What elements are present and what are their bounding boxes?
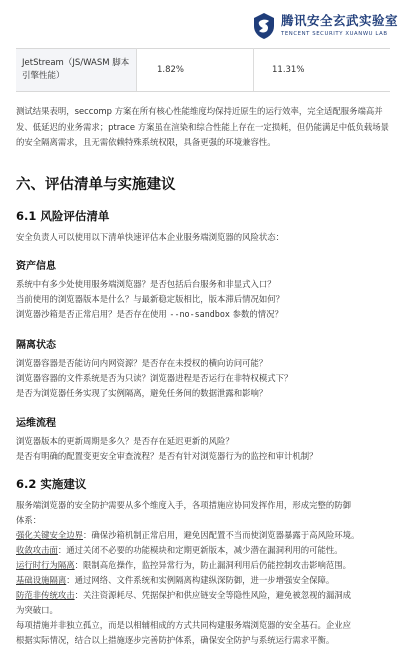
item-label: 收敛攻击面 (16, 545, 58, 555)
asset-info-list (16, 277, 396, 322)
list-item: 是否为浏览器任务实现了实例隔离，避免任务间的数据泄露和影响？ (16, 388, 268, 398)
list-item: 浏览器容器是否能访问内网资源？是否存在未授权的横向访问可能？ (16, 358, 268, 368)
lab-logo (253, 12, 398, 40)
implementation-list (16, 498, 396, 648)
item-label: 运行时行为隔离 (16, 560, 75, 570)
item-label: 防范非传统攻击 (16, 590, 75, 600)
list-item: 浏览器版本的更新周期是多久？是否存在延迟更新的风险？ (16, 436, 234, 446)
section-6-2-title: 6.2 实施建议 (16, 477, 87, 491)
list-item: 当前使用的浏览器版本是什么？与最新稳定版相比，版本滞后情况如何？ (16, 294, 284, 304)
list-item: 根据实际情况，结合以上措施逐步完善防护体系，确保安全防护与系统运行需求平衡。 (16, 635, 335, 645)
list-item: 浏览器容器的文件系统是否为只读？浏览器进程是否运行在非特权模式下？ (16, 373, 293, 383)
logo-english-name: TENCENT SECURITY XUANWU LAB (280, 31, 388, 37)
item-text: ：关注资源耗尽、凭据保护和供应链安全等隐性风险，避免被忽视的漏洞成 (74, 590, 351, 600)
performance-table (16, 48, 390, 92)
ops-heading: 运维流程 (16, 418, 56, 429)
list-item: 每项措施并非独立孤立，而是以相辅相成的方式共同构建服务端浏览器的安全基石。企业应 (16, 620, 351, 630)
item-label: 基础设施隔离 (16, 575, 67, 585)
list-item-text: 浏览器沙箱是否正常启用？是否存在使用 (16, 309, 170, 319)
table-row (16, 49, 390, 92)
isolation-heading: 隔离状态 (16, 340, 56, 351)
asset-info-heading: 资产信息 (16, 261, 56, 272)
list-item (16, 573, 396, 588)
list-item-text: 参数的情况？ (229, 309, 283, 319)
list-item: 系统中有多少处使用服务端浏览器？是否包括后台服务和非显式入口？ (16, 279, 276, 289)
section-6-title: 六、评估清单与实施建议 (16, 177, 176, 193)
ops-list (16, 434, 396, 464)
list-item: 服务端浏览器的安全防护需要从多个维度入手，各项措施应协同发挥作用，形成完整的防御 (16, 500, 351, 510)
list-item (16, 307, 396, 322)
isolation-list (16, 356, 396, 401)
item-text: ：通过网络、文件系统和实例隔离构建纵深防御，进一步增强安全保障。 (66, 575, 335, 585)
table-cell-benchmark: JetStream（JS/WASM 脚本引擎性能） (16, 49, 137, 92)
item-text: ：确保沙箱机制正常启用，避免因配置不当而使浏览器暴露于高风险环境。 (83, 530, 360, 540)
list-item (16, 588, 396, 603)
list-item: 是否有明确的配置变更安全审查流程？是否有针对浏览器行为的监控和审计机制？ (16, 451, 318, 461)
intro-paragraph: 测试结果表明，seccomp 方案在所有核心性能维度均保持近原生的运行效率，完全适配服务端高并发、低延迟的业务需求；ptrace 方案虽在渲染和综合性能上存在一定损耗，但仍能满足中低负载场景的安全隔离需求，且无需依赖特殊系统权限，具备更强的环境兼容性。 (16, 106, 389, 147)
item-label: 强化关键安全边界 (16, 530, 83, 540)
table-cell-value-1: 1.82% (137, 49, 254, 92)
lab-logo-icon (253, 12, 275, 40)
item-text: ：限制高危操作，监控异常行为，防止漏洞利用后仍能控制攻击影响范围。 (74, 560, 351, 570)
section-6-1-intro: 安全负责人可以使用以下清单快速评估本企业服务端浏览器的风险状态： (16, 232, 284, 242)
table-cell-value-2: 11.31% (254, 49, 391, 92)
list-item (16, 558, 396, 573)
logo-chinese-name: 腾讯安全玄武实验室 (280, 13, 398, 28)
section-6-1-title: 6.1 风险评估清单 (16, 209, 110, 223)
list-item: 为突破口。 (16, 605, 58, 615)
item-text: ：通过关闭不必要的功能模块和定期更新版本，减少潜在漏洞利用的可能性。 (57, 545, 343, 555)
no-sandbox-flag: --no-sandbox (169, 309, 230, 319)
list-item: 体系： (16, 515, 42, 525)
list-item (16, 528, 396, 543)
list-item (16, 543, 396, 558)
